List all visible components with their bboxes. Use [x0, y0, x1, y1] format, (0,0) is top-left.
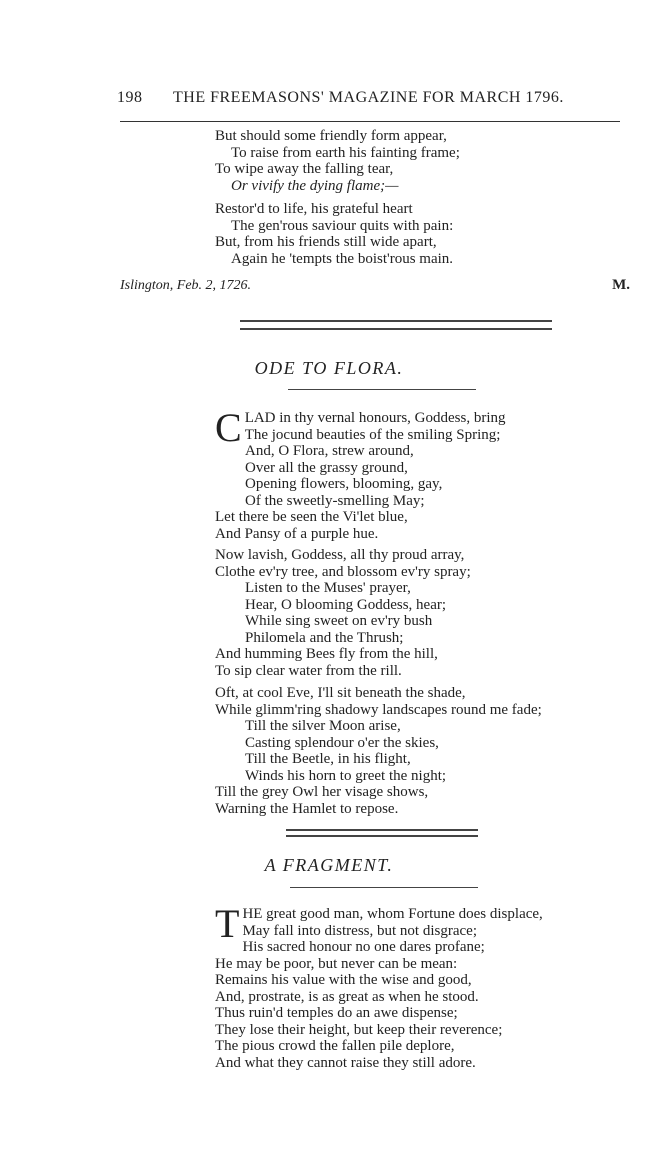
verse-line: Let there be seen the Vi'let blue,: [215, 509, 408, 525]
verse-line: Restor'd to life, his grateful heart: [215, 201, 413, 217]
verse-line: Hear, O blooming Goddess, hear;: [245, 596, 447, 613]
verse-line: The gen'rous saviour quits with pain:: [231, 217, 454, 234]
verse-line: The jocund beauties of the smiling Spring;: [244, 426, 501, 443]
author-initial: M.: [612, 277, 630, 293]
verse-line: To raise from earth his fainting frame;: [231, 144, 460, 161]
verse-line: They lose their height, but keep their reverence;: [215, 1021, 503, 1038]
verse-line: Till the grey Owl her visage shows,: [215, 784, 429, 800]
verse-line: And Pansy of a purple hue.: [215, 525, 379, 542]
verse-line: Philomela and the Thrush;: [245, 629, 404, 646]
poem-stanza-2: [215, 201, 453, 267]
verse-line: Till the silver Moon arise,: [245, 718, 401, 734]
verse-line: And, O Flora, strew around,: [245, 443, 414, 459]
ode-stanza-1: [215, 405, 506, 542]
verse-line: Remains his value with the wise and good,: [215, 972, 472, 988]
ode-title: ODE TO FLORA.: [254, 358, 404, 378]
verse-line: May fall into distress, but not disgrace;: [242, 922, 477, 939]
verse-line: Or vivify the dying flame;—: [231, 177, 399, 194]
page-number: 198: [117, 89, 143, 106]
verse-line: And humming Bees fly from the hill,: [215, 646, 438, 662]
verse-line: Now lavish, Goddess, all thy proud array,: [215, 547, 465, 563]
verse-line: HE great good man, whom Fortune does displace,: [242, 906, 543, 922]
verse-line: To sip clear water from the rill.: [215, 662, 402, 679]
section-ornament-rule: [286, 829, 478, 837]
verse-line: Opening flowers, blooming, gay,: [245, 476, 443, 492]
verse-line: Clothe ev'ry tree, and blossom ev'ry spray;: [215, 563, 471, 580]
section-ornament-rule: [240, 320, 552, 330]
fragment-title: A FRAGMENT.: [264, 855, 394, 875]
title-underline: [290, 887, 478, 888]
verse-line: His sacred honour no one dares profane;: [242, 939, 485, 955]
verse-line: Till the Beetle, in his flight,: [245, 751, 411, 767]
drop-cap: C: [215, 405, 242, 450]
verse-line: Oft, at cool Eve, I'll sit beneath the shade,: [215, 685, 466, 701]
verse-line: Winds his horn to greet the night;: [245, 767, 447, 784]
verse-line: But should some friendly form appear,: [215, 128, 447, 144]
verse-line: Warning the Hamlet to repose.: [215, 800, 399, 817]
place-date: Islington, Feb. 2, 1726.: [120, 278, 252, 293]
verse-line: The pious crowd the fallen pile deplore,: [215, 1038, 455, 1054]
running-title: THE FREEMASONS' MAGAZINE FOR MARCH 1796.: [173, 89, 564, 106]
drop-cap: T: [215, 901, 240, 946]
poem-stanza-1: [215, 128, 460, 194]
verse-line: And, prostrate, is as great as when he stood.: [215, 988, 479, 1005]
verse-line: To wipe away the falling tear,: [215, 161, 394, 177]
ode-stanza-2: [215, 547, 471, 679]
verse-line: While glimm'ring shadowy landscapes round me fade;: [215, 701, 542, 718]
verse-line: Thus ruin'd temples do an awe dispense;: [215, 1005, 458, 1021]
header-rule: [120, 121, 620, 122]
verse-line: He may be poor, but never can be mean:: [215, 955, 458, 972]
verse-line: Listen to the Muses' prayer,: [245, 580, 411, 596]
verse-line: But, from his friends still wide apart,: [215, 234, 437, 250]
verse-line: Of the sweetly-smelling May;: [245, 492, 425, 509]
fragment-verse: [215, 901, 543, 1071]
title-underline: [288, 389, 476, 390]
verse-line: LAD in thy vernal honours, Goddess, bring: [244, 410, 506, 426]
verse-line: Over all the grassy ground,: [245, 459, 408, 476]
verse-line: While sing sweet on ev'ry bush: [245, 613, 433, 629]
verse-line: Casting splendour o'er the skies,: [245, 734, 439, 751]
verse-line: And what they cannot raise they still adore.: [215, 1054, 476, 1071]
verse-line: Again he 'tempts the boist'rous main.: [231, 250, 454, 267]
ode-stanza-3: [215, 685, 542, 817]
